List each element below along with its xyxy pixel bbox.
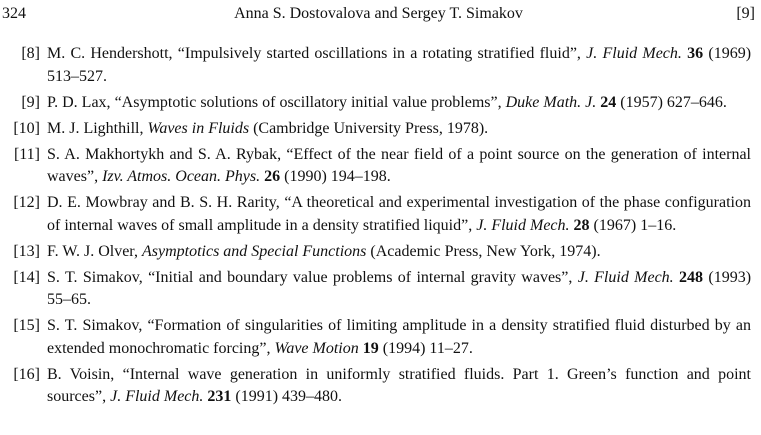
reference-title: “Formation of singularities of limiting amplitude in a density stratified fluid disturbed by an extended monochromatic forcing”, — [47, 317, 751, 357]
reference-author: D. E. Mowbray and B. S. H. Rarity, — [47, 194, 285, 211]
reference-author: S. T. Simakov, — [47, 268, 149, 286]
reference-number: [8] — [21, 45, 40, 62]
reference-entry — [0, 315, 761, 360]
reference-number: [12] — [13, 194, 40, 211]
reference-author: M. C. Hendershott, — [47, 45, 178, 62]
reference-volume: 231 — [207, 388, 232, 405]
reference-details: (1991) 439–480. — [231, 388, 343, 405]
reference-entry — [0, 144, 761, 189]
page-number: 324 — [2, 5, 26, 22]
reference-number: [14] — [13, 268, 40, 286]
reference-entry — [0, 118, 761, 141]
reference-details: (Cambridge University Press, 1978). — [249, 119, 489, 137]
reference-journal: Wave Motion — [274, 339, 359, 357]
reference-entry — [0, 92, 761, 115]
reference-title: “Initial and boundary value problems of internal gravity waves”, — [148, 268, 578, 286]
reference-title: “Impulsively started oscillations in a rotating stratified fluid”, — [177, 45, 587, 62]
reference-journal: J. Fluid Mech. — [110, 388, 204, 405]
running-header — [2, 3, 755, 25]
reference-details: (1994) 11–27. — [378, 339, 473, 357]
reference-number: [13] — [13, 242, 40, 260]
reference-author: P. D. Lax, — [47, 93, 115, 111]
reference-author: F. W. J. Olver, — [47, 242, 142, 260]
reference-journal: Izv. Atmos. Ocean. Phys. — [102, 168, 261, 185]
reference-details: (1993) 55–65. — [47, 268, 752, 308]
reference-author: M. J. Lighthill, — [47, 119, 148, 137]
reference-number: [10] — [13, 119, 40, 137]
reference-volume: 36 — [687, 45, 704, 62]
reference-number: [15] — [13, 317, 40, 334]
reference-details: (1957) 627–646. — [616, 93, 727, 111]
reference-volume: 26 — [264, 168, 281, 185]
reference-number: [9] — [21, 93, 40, 111]
reference-entry — [0, 43, 761, 88]
reference-journal: Duke Math. J. — [505, 93, 597, 111]
reference-title: “Effect of the near field of a point source on the generation of internal waves”, — [47, 145, 751, 185]
reference-book-title: Waves in Fluids — [147, 119, 250, 137]
reference-volume: 28 — [573, 216, 590, 234]
reference-journal: J. Fluid Mech. — [586, 45, 682, 62]
reference-entry — [0, 267, 761, 312]
reference-volume: 19 — [362, 339, 379, 357]
reference-volume: 248 — [679, 268, 704, 286]
reference-journal: J. Fluid Mech. — [476, 216, 570, 234]
section-number: [9] — [736, 5, 755, 22]
reference-title: “Asymptotic solutions of oscillatory initial value problems”, — [114, 93, 506, 111]
reference-author: S. A. Makhortykh and S. A. Rybak, — [47, 145, 287, 163]
reference-author: S. T. Simakov, — [47, 317, 148, 334]
reference-list — [0, 43, 761, 412]
reference-book-title: Asymptotics and Special Functions — [141, 242, 367, 260]
reference-entry — [0, 241, 761, 264]
reference-entry — [0, 192, 761, 237]
reference-author: B. Voisin, — [47, 365, 123, 383]
reference-number: [16] — [13, 365, 40, 383]
reference-details: (Academic Press, New York, 1974). — [366, 242, 601, 260]
reference-number: [11] — [13, 145, 40, 163]
reference-volume: 24 — [600, 93, 617, 111]
running-head-authors: Anna S. Dostovalova and Sergey T. Simakov — [234, 5, 523, 22]
reference-journal: J. Fluid Mech. — [577, 268, 674, 286]
reference-title: “A theoretical and experimental investigation of the phase configuration of internal waves of small amplitude in a density stratified liquid”, — [47, 194, 751, 234]
reference-details: (1969) 513–527. — [47, 45, 752, 85]
reference-title: “Internal wave generation in uniformly stratified fluids. Part 1. Green’s function and point sources”, — [47, 365, 751, 405]
reference-details: (1967) 1–16. — [589, 216, 677, 234]
reference-entry — [0, 364, 761, 409]
reference-details: (1990) 194–198. — [280, 168, 391, 185]
